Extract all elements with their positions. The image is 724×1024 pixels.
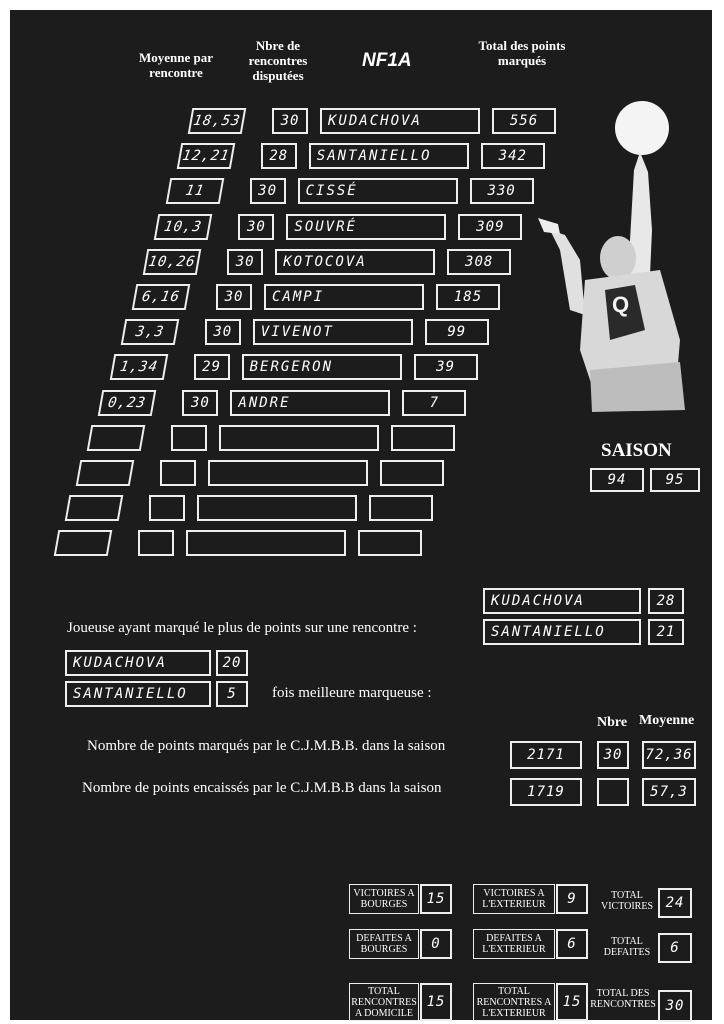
player-matches: 28 xyxy=(261,143,297,169)
header-moyenne: Moyenne par rencontre xyxy=(138,50,214,80)
svg-text:Q: Q xyxy=(612,292,630,317)
team-scored-label: Nombre de points marqués par le C.J.M.B.B. dans la saison xyxy=(87,738,446,754)
defeats-total-value: 6 xyxy=(658,933,692,963)
team-conceded-total: 1719 xyxy=(510,778,582,806)
empty-matches-box xyxy=(149,495,185,521)
best-game-value-2: 21 xyxy=(648,619,684,645)
player-points: 330 xyxy=(470,178,534,204)
player-name: VIVENOT xyxy=(253,319,413,345)
victories-total-label: TOTAL VICTOIRES xyxy=(600,890,654,912)
player-name: CAMPI xyxy=(264,284,424,310)
victories-away-value: 9 xyxy=(556,884,588,914)
team-nbre-header: Nbre xyxy=(597,715,628,730)
total-away-label: TOTAL RENCONTRES A L'EXTERIEUR xyxy=(473,983,555,1021)
player-points: 185 xyxy=(436,284,500,310)
total-matches-value: 30 xyxy=(658,990,692,1022)
total-matches-label: TOTAL DES RENCONTRES xyxy=(590,988,656,1010)
player-name: CISSÉ xyxy=(298,178,458,204)
victories-total-value: 24 xyxy=(658,888,692,918)
defeats-away-label: DEFAITES A L'EXTERIEUR xyxy=(473,929,555,959)
page-title: NF1A xyxy=(362,50,412,71)
victories-home-value: 15 xyxy=(420,884,452,914)
header-rencontres: Nbre de rencontres disputées xyxy=(248,38,308,83)
player-average: 1,34 xyxy=(109,354,168,380)
team-scored-average: 72,36 xyxy=(642,741,696,769)
defeats-total-label: TOTAL DEFAITES xyxy=(603,936,651,958)
best-game-label: Joueuse ayant marqué le plus de points sur une rencontre : xyxy=(67,620,417,636)
empty-matches-box xyxy=(160,460,196,486)
player-name: SANTANIELLO xyxy=(309,143,469,169)
player-name: KUDACHOVA xyxy=(320,108,480,134)
top-scorer-value-2: 5 xyxy=(216,681,248,707)
empty-name-box xyxy=(197,495,357,521)
team-conceded-games xyxy=(597,778,629,806)
season-start: 94 xyxy=(590,468,644,492)
player-points: 39 xyxy=(414,354,478,380)
victories-away-label: VICTOIRES A L'EXTERIEUR xyxy=(473,884,555,914)
empty-average-box xyxy=(53,530,112,556)
total-home-value: 15 xyxy=(420,983,452,1021)
empty-average-box xyxy=(76,460,135,486)
empty-average-box xyxy=(87,425,146,451)
player-name: SOUVRÉ xyxy=(286,214,446,240)
defeats-home-value: 0 xyxy=(420,929,452,959)
team-conceded-average: 57,3 xyxy=(642,778,696,806)
defeats-home-label: DEFAITES A BOURGES xyxy=(349,929,419,959)
season-label: SAISON xyxy=(601,440,672,461)
player-name: ANDRE xyxy=(230,390,390,416)
empty-name-box xyxy=(186,530,346,556)
empty-points-box xyxy=(391,425,455,451)
player-average: 10,26 xyxy=(143,249,202,275)
empty-name-box xyxy=(219,425,379,451)
basketball-player-image xyxy=(530,100,705,415)
player-average: 10,3 xyxy=(154,214,213,240)
top-scorer-label: fois meilleure marqueuse : xyxy=(272,685,432,701)
player-average: 6,16 xyxy=(132,284,191,310)
top-scorer-name-1: KUDACHOVA xyxy=(65,650,211,676)
player-matches: 30 xyxy=(272,108,308,134)
player-matches: 30 xyxy=(205,319,241,345)
empty-points-box xyxy=(369,495,433,521)
player-points: 99 xyxy=(425,319,489,345)
empty-average-box xyxy=(65,495,124,521)
player-matches: 30 xyxy=(227,249,263,275)
defeats-away-value: 6 xyxy=(556,929,588,959)
player-average: 12,21 xyxy=(177,143,236,169)
empty-matches-box xyxy=(171,425,207,451)
player-matches: 30 xyxy=(250,178,286,204)
player-matches: 29 xyxy=(194,354,230,380)
player-average: 0,23 xyxy=(98,390,157,416)
total-home-label: TOTAL RENCONTRES A DOMICILE xyxy=(349,983,419,1021)
player-points: 7 xyxy=(402,390,466,416)
player-points: 308 xyxy=(447,249,511,275)
total-away-value: 15 xyxy=(556,983,588,1021)
top-scorer-name-2: SANTANIELLO xyxy=(65,681,211,707)
header-total: Total des points marqués xyxy=(478,38,566,68)
top-scorer-value-1: 20 xyxy=(216,650,248,676)
team-conceded-label: Nombre de points encaissés par le C.J.M.B.B dans la saison xyxy=(82,780,442,796)
player-name: BERGERON xyxy=(242,354,402,380)
player-points: 342 xyxy=(481,143,545,169)
empty-matches-box xyxy=(138,530,174,556)
victories-home-label: VICTOIRES A BOURGES xyxy=(349,884,419,914)
player-points: 309 xyxy=(458,214,522,240)
player-average: 3,3 xyxy=(121,319,180,345)
best-game-value-1: 28 xyxy=(648,588,684,614)
season-end: 95 xyxy=(650,468,700,492)
best-game-name-1: KUDACHOVA xyxy=(483,588,641,614)
team-scored-total: 2171 xyxy=(510,741,582,769)
team-moyenne-header: Moyenne xyxy=(639,713,695,728)
empty-points-box xyxy=(358,530,422,556)
player-name: KOTOCOVA xyxy=(275,249,435,275)
team-scored-games: 30 xyxy=(597,741,629,769)
player-average: 18,53 xyxy=(188,108,247,134)
player-average: 11 xyxy=(165,178,224,204)
player-matches: 30 xyxy=(216,284,252,310)
player-points: 556 xyxy=(492,108,556,134)
player-matches: 30 xyxy=(238,214,274,240)
player-matches: 30 xyxy=(182,390,218,416)
empty-points-box xyxy=(380,460,444,486)
empty-name-box xyxy=(208,460,368,486)
best-game-name-2: SANTANIELLO xyxy=(483,619,641,645)
